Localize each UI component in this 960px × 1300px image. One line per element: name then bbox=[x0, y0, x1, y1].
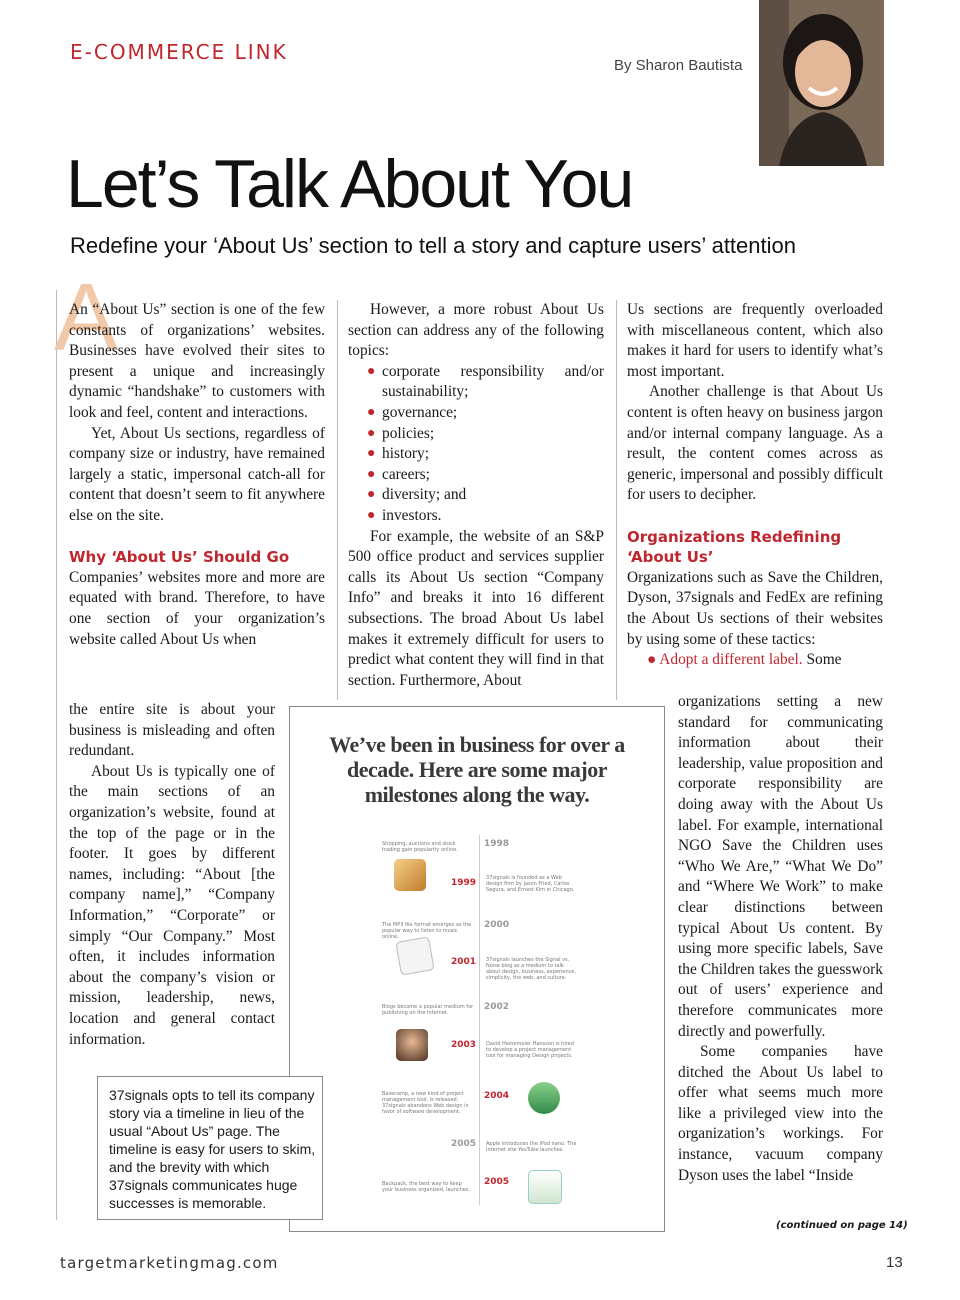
list-item: ● investors. bbox=[368, 506, 604, 527]
figure-caption bbox=[97, 1076, 323, 1220]
timeline-axis bbox=[479, 835, 480, 1205]
timeline-figure bbox=[289, 706, 665, 1232]
milestone-icon bbox=[528, 1170, 562, 1204]
paragraph: Another challenge is that About Us content is often heavy on business jargon and/or internal company language. As a result, the content comes across as generic, impersonal and possibly difficult for users to decipher. bbox=[627, 383, 883, 504]
timeline-year: 2005 bbox=[484, 1177, 510, 1187]
timeline-note: Blogs become a popular medium for publishing on the Internet. bbox=[382, 1004, 474, 1016]
article-column-1-continued bbox=[69, 700, 275, 1050]
timeline-year: 1998 bbox=[484, 839, 510, 849]
column-rule bbox=[56, 290, 57, 1220]
milestone-icon bbox=[396, 1029, 428, 1061]
article-column-3 bbox=[627, 300, 883, 671]
timeline-year: 2001 bbox=[451, 957, 477, 967]
timeline-note: Backpack, the best way to keep your business organized, launches. bbox=[382, 1181, 471, 1193]
author-photo bbox=[759, 0, 884, 166]
timeline-note: 37signals launches the Signal vs. Noise blog as a medium to talk about design, business, experience, simplicity, the web, and culture. bbox=[486, 957, 577, 981]
paragraph: Some companies have ditched the About Us label to offer what seems much more like a privileged view into the organization’s workings. For instance, vacuum company Dyson uses the label “Inside bbox=[678, 1043, 883, 1184]
list-item: ● governance; bbox=[368, 403, 604, 424]
timeline-note: Shopping, auctions and stock trading gain popularity online. bbox=[382, 841, 458, 853]
list-item: ● diversity; and bbox=[368, 485, 604, 506]
timeline-year: 2002 bbox=[484, 1002, 510, 1012]
caption-text: 37signals opts to tell its company story via a timeline in lieu of the usual “About Us” page. The timeline is easy for users to skim, and the brevity with which 37signals communicates huge successes is memorable. bbox=[109, 1087, 316, 1211]
column-rule bbox=[616, 300, 617, 700]
paragraph: the entire site is about your business is misleading and often redundant. bbox=[69, 701, 275, 760]
timeline-note: Apple introduces the iPod nano. The Internet site YouTube launches. bbox=[486, 1141, 577, 1153]
paragraph: organizations setting a new standard for communicating information about their leadership, value proposition and corporate responsibility are doing away with the About Us label. For example, international NGO Save the Children uses “Who We Are,” “What We Do” and “Where We Work” to make clear distinctions between typical About Us content. By using more specific labels, Save the Children takes the guesswork out of users’ experience and therefore communicates more directly and powerfully. bbox=[678, 693, 883, 1040]
paragraph: Yet, About Us sections, regardless of company size or industry, have remained largely a static, impersonal catch-all for content that doesn’t seem to fit anywhere else on the site. bbox=[69, 424, 325, 524]
list-item: ● corporate responsibility and/or sustainability; bbox=[368, 362, 604, 403]
section-label: E-COMMERCE LINK bbox=[70, 40, 288, 64]
list-item: ● policies; bbox=[368, 424, 604, 445]
paragraph: About Us is typically one of the main sections of an organization’s website, found at the top of the page or in the footer. It goes by different names, including: “About [the company name],” “Company Information,” “Corporate” or simply “Our Company.” Most often, it includes information about the company’s vision or mission, leadership, news, location and general contact information. bbox=[69, 762, 275, 1048]
list-item: ● careers; bbox=[368, 465, 604, 486]
timeline-year: 2000 bbox=[484, 920, 510, 930]
timeline-note: Basecamp, a new kind of project management tool, is released. 37signals abandons Web design in favor of software development. bbox=[382, 1091, 469, 1115]
timeline-note: 37signals is founded as a Web design firm by Jason Fried, Carlos Segura, and Ernest Kim in Chicago. bbox=[486, 875, 575, 893]
continued-note: (continued on page 14) bbox=[776, 1220, 908, 1231]
paragraph: For example, the website of an S&P 500 office product and services supplier calls its About Us section “Company Info” and breaks it into 16 different subsections. The broad About Us label makes it extremely difficult for users to predict what content they will find in that section. Furthermore, About bbox=[348, 527, 604, 689]
figure-heading: We’ve been in business for over a decade. Here are some major milestones along the way. bbox=[329, 732, 625, 807]
section-heading: Why ‘About Us’ Should Go bbox=[69, 548, 290, 567]
topic-list bbox=[348, 362, 604, 527]
page-number: 13 bbox=[886, 1254, 903, 1271]
tactic-bullet: ● Adopt a different label. Some bbox=[647, 651, 842, 669]
list-item: ● history; bbox=[368, 444, 604, 465]
section-heading: Organizations Redefining ‘About Us’ bbox=[627, 527, 842, 567]
article-subtitle: Redefine your ‘About Us’ section to tell a story and capture users’ attention bbox=[70, 233, 796, 258]
paragraph: However, a more robust About Us section can address any of the following topics: bbox=[348, 301, 604, 360]
article-column-3-continued bbox=[678, 692, 883, 1186]
footer-site-url: targetmarketingmag.com bbox=[60, 1254, 279, 1272]
paragraph: Organizations such as Save the Children, Dyson, 37signals and FedEx are refining the About Us sections of their websites by using some of these tactics: bbox=[627, 568, 883, 648]
timeline-year: 2005 bbox=[451, 1139, 477, 1149]
timeline-year: 1999 bbox=[451, 878, 477, 888]
drop-cap: A bbox=[54, 264, 119, 371]
paragraph: Companies’ websites more and more are equated with brand. Therefore, to have one section of your organization’s website called About Us when bbox=[69, 568, 325, 648]
milestone-icon bbox=[395, 936, 434, 975]
paragraph: Us sections are frequently overloaded with miscellaneous content, which also makes it hard for users to identify what’s most important. bbox=[627, 301, 883, 380]
article-column-2 bbox=[348, 300, 604, 691]
article-title: Let’s Talk About You bbox=[66, 146, 633, 222]
milestone-icon bbox=[394, 859, 426, 891]
article-column-1 bbox=[69, 300, 325, 650]
column-rule bbox=[337, 300, 338, 700]
byline: By Sharon Bautista bbox=[614, 57, 743, 74]
timeline-note: David Heinemeier Hansson is hired to develop a project management tool for managing Design projects. bbox=[486, 1041, 574, 1059]
milestone-icon bbox=[528, 1082, 560, 1114]
timeline-note: The MP3 file format emerges as the popular way to listen to music online. bbox=[382, 922, 472, 940]
timeline-year: 2003 bbox=[451, 1040, 477, 1050]
paragraph: An “About Us” section is one of the few constants of organizations’ websites. Businesses have evolved their sites to present a unique and increasingly dynamic “handshake” to customers with look and feel, content and interactions. bbox=[69, 301, 325, 421]
timeline-year: 2004 bbox=[484, 1091, 510, 1101]
